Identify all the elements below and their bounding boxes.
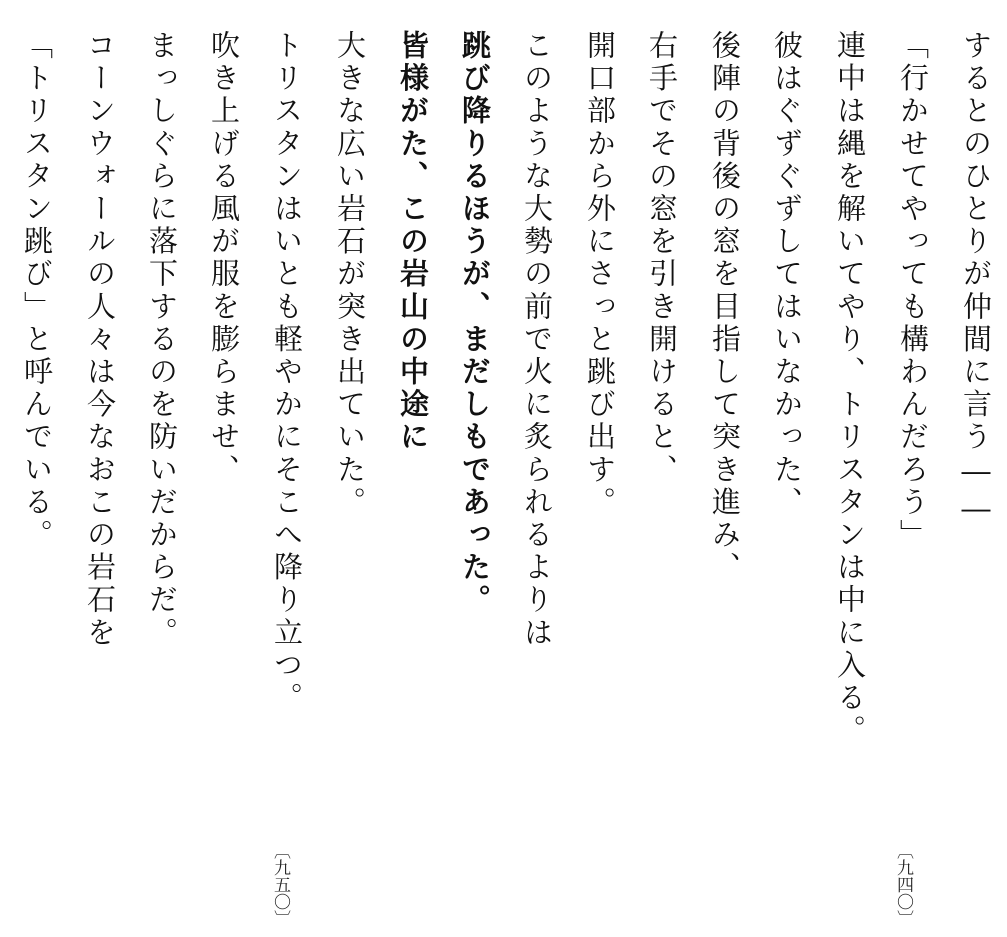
text-line: コーンウォールの人々は今なおこの岩石を — [83, 30, 117, 650]
text-line: 後陣の背後の窓を目指して突き進み、 — [708, 30, 742, 585]
text-line: まっしぐらに落下するのを防いだからだ。 — [145, 30, 179, 650]
text-line: 大きな広い岩石が突き出ていた。 — [333, 30, 367, 519]
text-line: するとのひとりが仲間に言う―― — [959, 30, 993, 529]
text-line: 彼はぐずぐずしてはいなかった、 — [770, 30, 804, 519]
line-number-950: 〔九五〇〕 — [270, 842, 290, 927]
text-line: 連中は縄を解いてやり、トリスタンは中に入る。 — [833, 30, 867, 748]
text-line: 跳び降りるほうが、まだしもであった。 — [458, 30, 492, 617]
line-number-940: 〔九四〇〕 — [893, 842, 913, 927]
text-line: トリスタンはいとも軽やかにそこへ降り立つ。 — [270, 30, 304, 715]
text-line: 「トリスタン跳び」と呼んでいる。 — [20, 30, 54, 552]
text-line: 吹き上げる風が服を膨らませ、 — [207, 30, 241, 487]
text-line: 「行かせてやっても構わんだろう」 — [896, 30, 930, 552]
text-line: 右手でその窓を引き開けると、 — [645, 30, 679, 487]
text-line: 開口部から外にさっと跳び出す。 — [583, 30, 617, 519]
text-line: 皆様がた、この岩山の中途に — [396, 30, 430, 454]
text-line: このような大勢の前で火に炙られるよりは — [520, 30, 554, 650]
